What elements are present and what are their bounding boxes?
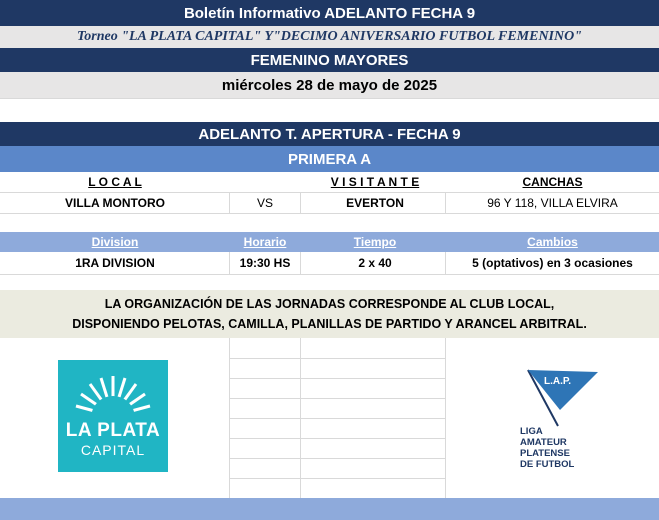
logo-text-la-plata: LA PLATA: [65, 420, 161, 441]
group-row: [0, 146, 659, 172]
division-header: Division: [91, 235, 139, 249]
gridline: [0, 98, 659, 99]
notice-box: [0, 290, 659, 338]
match-header-row: [0, 172, 659, 192]
schedule-value: 19:30 HS: [239, 256, 291, 270]
league-line-2: AMATEUR: [520, 437, 567, 448]
section-title-row: [0, 122, 659, 146]
la-plata-capital-logo: [58, 360, 168, 472]
time-value: 2 x 40: [358, 256, 392, 270]
gridline: [229, 438, 445, 439]
bulletin-date: miércoles 28 de mayo de 2025: [221, 76, 438, 94]
league-line-3: PLATENSE: [520, 448, 570, 459]
gridline: [229, 398, 445, 399]
league-name: [520, 426, 574, 470]
gridline: [300, 193, 301, 213]
notice-line-2: DISPONIENDO PELOTAS, CAMILLA, PLANILLAS DE PARTIDO Y ARANCEL ARBITRAL.: [72, 317, 587, 331]
logo-text-capital: CAPITAL: [80, 442, 146, 458]
match-row: [0, 193, 659, 213]
liga-amateur-platense-logo: [518, 366, 608, 478]
gridline: [445, 252, 446, 274]
date-row: [0, 72, 659, 98]
footer-band: [0, 498, 659, 520]
local-team: VILLA MONTORO: [65, 196, 165, 210]
league-line-4: DE FUTBOL: [520, 459, 575, 470]
tournament-row: [0, 26, 659, 48]
substitutions-header: Cambios: [527, 235, 578, 249]
field-address: 96 Y 118, VILLA ELVIRA: [487, 196, 618, 210]
gridline: [300, 252, 301, 274]
division-value: 1RA DIVISION: [75, 256, 155, 270]
substitutions-value: 5 (optativos) en 3 ocasiones: [472, 256, 633, 270]
section-title: ADELANTO T. APERTURA - FECHA 9: [198, 125, 461, 143]
tournament-name: Torneo "LA PLATA CAPITAL" Y"DECIMO ANIVERSARIO FUTBOL FEMENINO": [76, 29, 582, 44]
gridline: [229, 478, 445, 479]
bulletin-title-text: Boletín Informativo ADELANTO FECHA 9: [183, 4, 476, 22]
category-label: FEMENINO MAYORES: [250, 51, 409, 69]
category-row: [0, 48, 659, 72]
local-header: L O C A L: [88, 175, 142, 189]
details-header-row: [0, 232, 659, 252]
gridline: [0, 274, 659, 275]
details-row: [0, 252, 659, 274]
visitor-header: V I S I T A N T E: [330, 175, 420, 189]
sunrise-icon: [73, 370, 153, 418]
vs-label: VS: [256, 196, 273, 210]
gridline: [0, 213, 659, 214]
gridline: [229, 358, 445, 359]
gridline: [229, 252, 230, 274]
group-label: PRIMERA A: [287, 150, 372, 168]
gridline: [445, 338, 446, 498]
gridline: [229, 193, 230, 213]
fields-header: CANCHAS: [522, 175, 583, 189]
visitor-team: EVERTON: [346, 196, 404, 210]
gridline: [445, 193, 446, 213]
gridline: [229, 378, 445, 379]
notice-line-1: LA ORGANIZACIÓN DE LAS JORNADAS CORRESPONDE AL CLUB LOCAL,: [104, 297, 555, 311]
league-line-1: LIGA: [520, 426, 543, 437]
schedule-header: Horario: [243, 235, 287, 249]
gridline: [229, 458, 445, 459]
pennant-text: L.A.P.: [544, 376, 572, 387]
time-header: Tiempo: [353, 235, 397, 249]
gridline: [229, 418, 445, 419]
bulletin-title: [0, 0, 659, 26]
